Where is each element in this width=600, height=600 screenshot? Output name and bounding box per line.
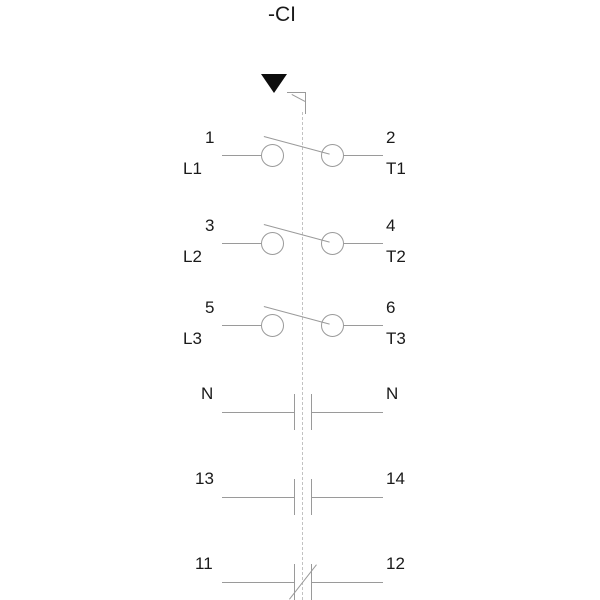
pole3-right-lead: [344, 325, 383, 326]
aux2-left-lead: [222, 497, 295, 498]
aux1-left-plate: [294, 394, 295, 430]
pole1-left-lead: [222, 155, 261, 156]
aux2-right-lead: [311, 497, 383, 498]
pole2-left-terminal: [261, 232, 284, 255]
pole3-left-terminal: [261, 314, 284, 337]
terminal-label-4: 4: [386, 216, 396, 235]
aux3-left-lead: [222, 582, 295, 583]
aux1-right-label: N: [386, 384, 399, 403]
actuator-link-horizontal: [287, 92, 306, 93]
terminal-label-1: 1: [205, 128, 215, 147]
terminal-label-L3: L3: [183, 329, 202, 348]
aux2-right-label: 14: [386, 469, 405, 488]
pole3-right-terminal: [321, 314, 344, 337]
terminal-label-T3: T3: [386, 329, 406, 348]
page-title: -CI: [268, 3, 296, 26]
pole2-right-lead: [344, 243, 383, 244]
aux1-left-label: N: [201, 384, 214, 403]
terminal-label-L1: L1: [183, 159, 202, 178]
terminal-label-L2: L2: [183, 247, 202, 266]
aux2-left-plate: [294, 479, 295, 515]
terminal-label-6: 6: [386, 298, 396, 317]
aux3-right-lead: [311, 582, 383, 583]
pole3-left-lead: [222, 325, 261, 326]
coil-actuator-arrow-icon: [261, 74, 287, 93]
aux1-left-lead: [222, 412, 295, 413]
aux1-right-lead: [311, 412, 383, 413]
aux3-left-plate: [294, 564, 295, 600]
aux3-left-label: 11: [195, 554, 213, 573]
pole1-right-terminal: [321, 144, 344, 167]
pole2-left-lead: [222, 243, 261, 244]
pole1-right-lead: [344, 155, 383, 156]
pole2-right-terminal: [321, 232, 344, 255]
aux3-right-label: 12: [386, 554, 405, 573]
terminal-label-5: 5: [205, 298, 215, 317]
terminal-label-2: 2: [386, 128, 396, 147]
terminal-label-T1: T1: [386, 159, 406, 178]
aux2-left-label: 13: [195, 469, 214, 488]
terminal-label-T2: T2: [386, 247, 406, 266]
terminal-label-3: 3: [205, 216, 215, 235]
actuator-hook: [292, 94, 306, 102]
actuator-link-vertical: [305, 92, 306, 114]
mechanical-link-dashed: [302, 112, 303, 600]
pole1-left-terminal: [261, 144, 284, 167]
